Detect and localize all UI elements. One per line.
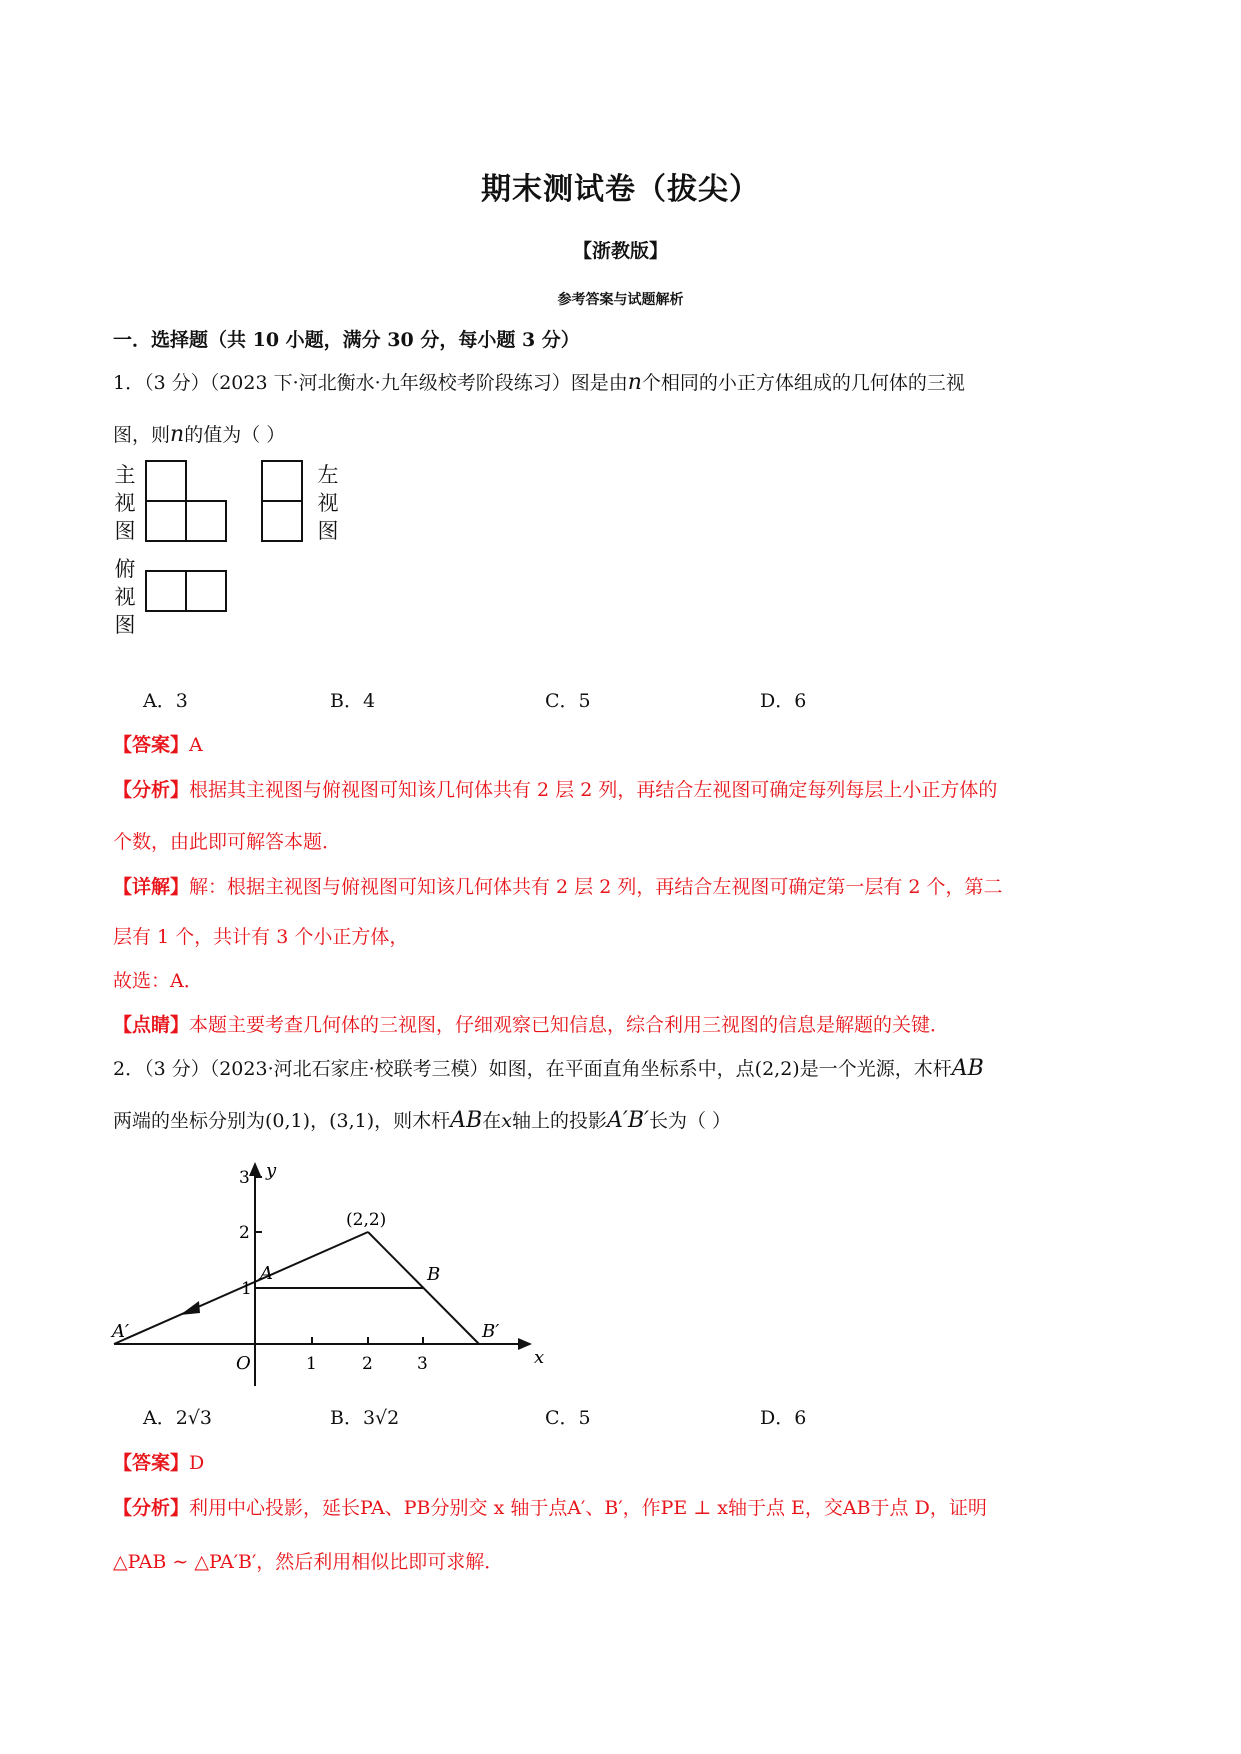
q1-choice: 故选：A． [113,970,203,992]
x-axis-arrow [518,1338,532,1350]
q2-coord-b: (3,1) [329,1110,375,1132]
q1-text-b: 个相同的小正方体组成的几何体的三视 [641,372,965,394]
q1-analysis-line1: 【分析】根据其主视图与俯视图可知该几何体共有 2 层 2 列，再结合左视图可确定每列每层上小正方体的 [113,779,998,801]
q1-text-a: 1．（3 分）（2023 下·河北衡水·九年级校考阶段练习）图是由 [113,372,628,394]
q2-light-point: (2,2) [754,1058,800,1080]
q1-option-a[interactable]: A．3 [143,690,188,712]
q1-detail-line1: 【详解】解：根据主视图与俯视图可知该几何体共有 2 层 2 列，再结合左视图可确定第一层有 2 个，第二 [113,876,1003,898]
y-tick-3: 3 [239,1168,250,1188]
x-tick-1: 1 [306,1354,317,1374]
q2-option-c[interactable]: C．5 [545,1407,591,1429]
left-view-label: 左 视 图 [317,463,339,543]
q1-answer: 【答案】A [113,734,203,756]
y-tick-1: 1 [241,1279,252,1299]
y-tick-2: 2 [239,1223,250,1243]
q1-var-n: n [627,370,642,395]
point-a-prime-label: A′ [112,1321,130,1342]
front-view-label: 主 视 图 [114,463,136,543]
q1-analysis-line2: 个数，由此即可解答本题． [113,831,342,853]
light-point-label: (2,2) [346,1210,387,1230]
origin-label: O [236,1353,251,1374]
subtitle: 参考答案与试题解析 [557,292,684,308]
q1-option-b[interactable]: B．4 [330,690,376,712]
q2-ab: AB [951,1056,984,1081]
section-heading: 一．选择题（共 10 小题，满分 30 分，每小题 3 分） [113,329,580,351]
q2-option-b[interactable]: B．3√2 [330,1407,400,1429]
q1-detail-line2: 层有 1 个，共计有 3 个小正方体， [113,926,409,948]
left-view-top-square [262,461,302,501]
q1-line1 [113,368,965,395]
q2-analysis-line1: 【分析】利用中心投影，延长PA、PB分别交 x 轴于点A′、B′，作PE ⊥ x轴于点 E，交AB于点 D，证明 [113,1497,987,1519]
q1-var-n-2: n [170,422,185,447]
q2-option-a[interactable]: A．2√3 [143,1407,213,1429]
top-view-right-square [186,571,226,611]
point-b-prime-label: B′ [482,1321,500,1342]
top-view-label: 俯 视 图 [114,557,136,637]
y-axis-arrow [249,1162,261,1176]
q2-option-d[interactable]: D．6 [760,1407,807,1429]
coordinate-figure [100,1150,560,1390]
q2-line2: 两端的坐标分别为(0,1)，(3,1)，则木杆AB在x轴上的投影A′B′长为（ ） [113,1108,732,1133]
page-title: 期末测试卷（拔尖） [481,172,760,207]
left-view-bottom-square [262,501,302,541]
q2-coord-a: (0,1) [265,1110,311,1132]
front-view-bottom-right-square [186,501,226,541]
edition-label: 【浙教版】 [572,240,668,262]
q2-answer: 【答案】D [113,1452,205,1474]
q2-analysis-line2: △PAB ∼ △PA′B′，然后利用相似比即可求解． [113,1551,504,1573]
q1-text-d: 的值为（ ） [184,424,286,446]
y-axis-label: y [266,1160,277,1181]
q1-text-c: 图，则 [113,424,171,446]
q2-projection: A′B′ [606,1108,649,1133]
q2-line1: 2．（3 分）（2023·河北石家庄·校联考三模）如图，在平面直角坐标系中，点(2,2)是一个光源，木杆AB [113,1056,984,1081]
q1-line2 [113,420,285,447]
q1-option-c[interactable]: C．5 [545,690,591,712]
ray-arrow [180,1301,200,1315]
point-b-label: B [427,1264,441,1285]
point-a-label: A [260,1263,273,1284]
front-view-bottom-left-square [146,501,186,541]
top-view-left-square [146,571,186,611]
q1-comment: 【点睛】本题主要考查几何体的三视图，仔细观察已知信息，综合利用三视图的信息是解题的关键． [113,1014,950,1036]
x-axis-label: x [534,1347,545,1368]
front-view-top-square [146,461,186,501]
three-views-figure [140,455,400,645]
x-tick-2: 2 [362,1354,373,1374]
x-tick-3: 3 [417,1354,428,1374]
q1-option-d[interactable]: D．6 [760,690,807,712]
